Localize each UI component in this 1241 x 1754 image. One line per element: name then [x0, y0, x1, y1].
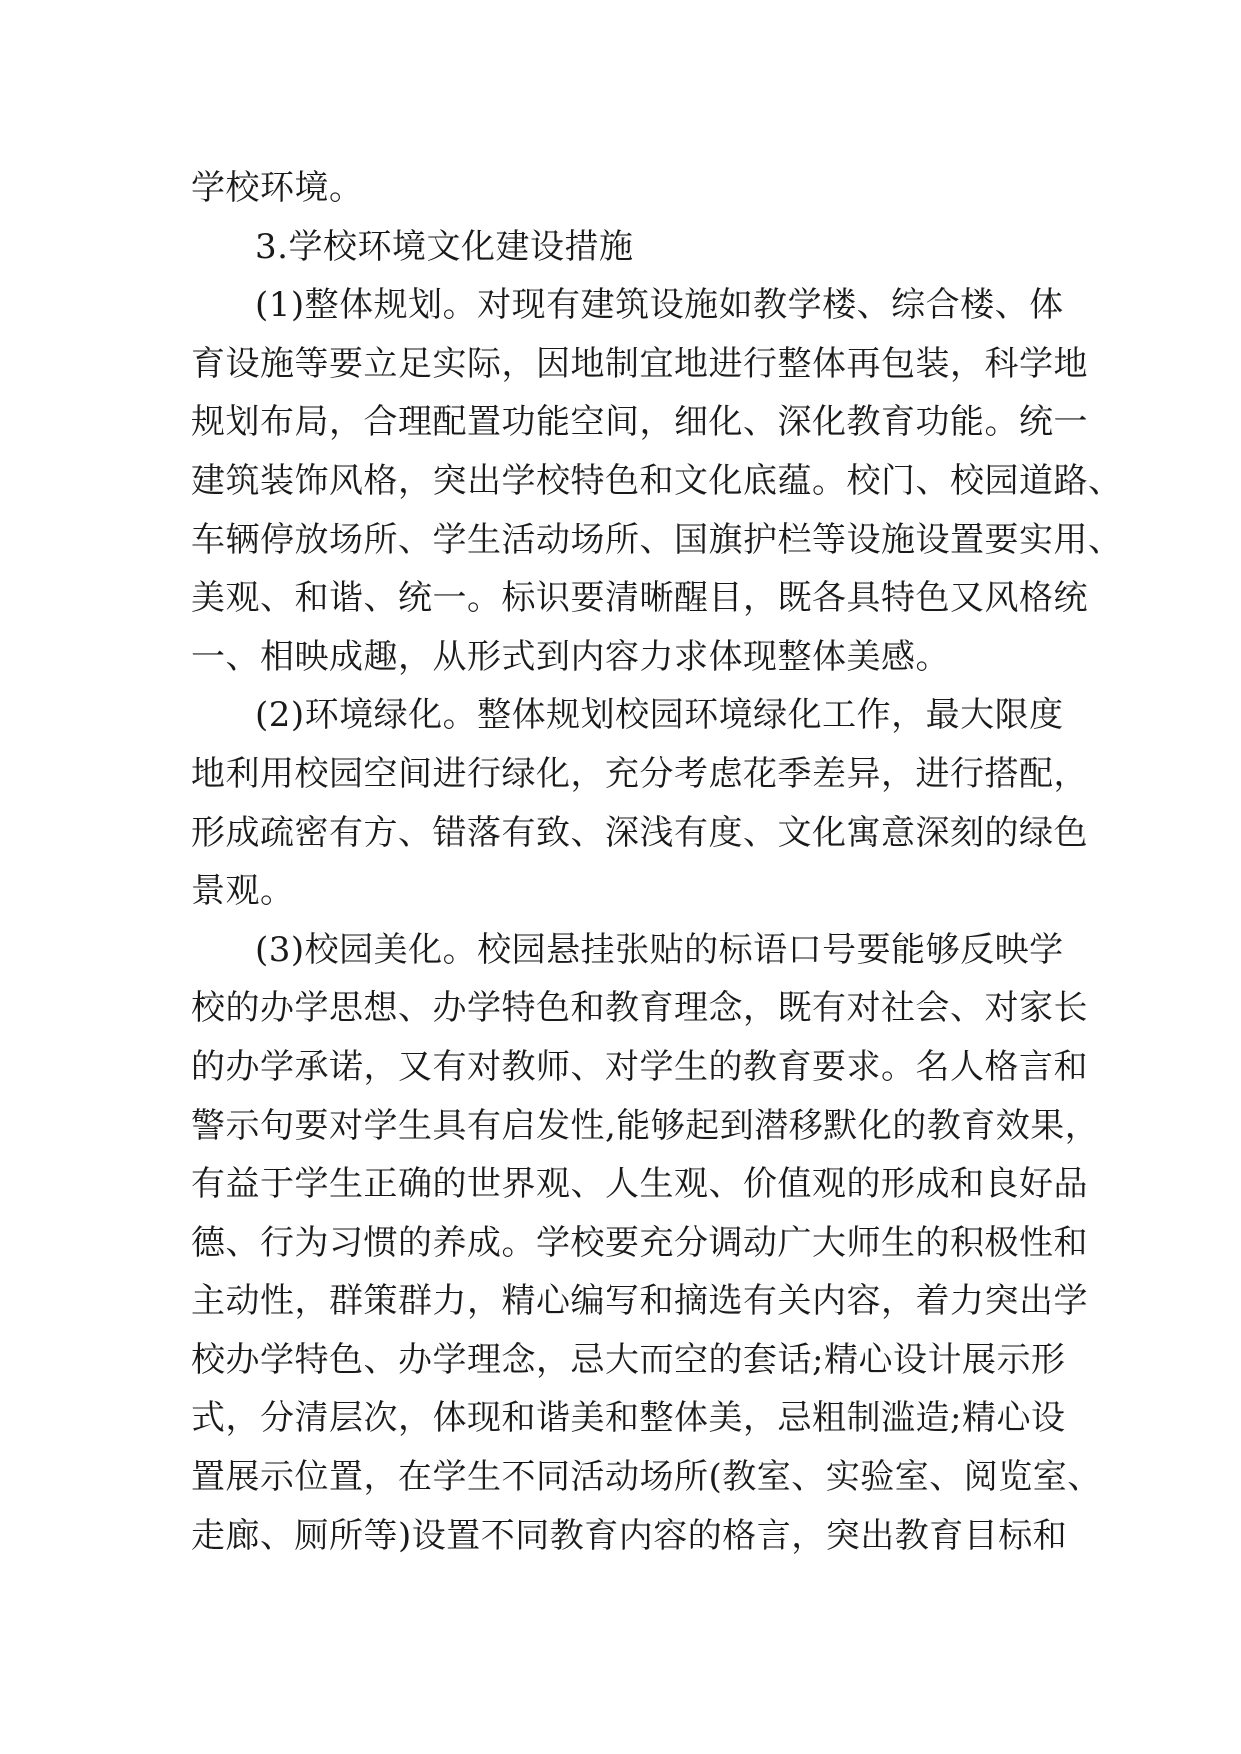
text-line: 校的办学思想、办学特色和教育理念，既有对社会、对家长 — [191, 988, 1088, 1029]
text-line: (3)校园美化。校园悬挂张贴的标语口号要能够反映学 — [255, 929, 1064, 970]
text-line: 德、行为习惯的养成。学校要充分调动广大师生的积极性和 — [191, 1222, 1088, 1263]
text-line: 校办学特色、办学理念，忌大而空的套话;精心设计展示形 — [191, 1339, 1066, 1380]
text-line: 置展示位置，在学生不同活动场所(教室、实验室、阅览室、 — [191, 1457, 1102, 1498]
section-heading: 3.学校环境文化建设措施 — [255, 226, 634, 267]
text-line: 警示句要对学生具有启发性,能够起到潜移默化的教育效果， — [191, 1105, 1100, 1146]
text-line: 形成疏密有方、错落有致、深浅有度、文化寓意深刻的绿色 — [191, 812, 1088, 853]
text-line: 式，分清层次，体现和谐美和整体美，忌粗制滥造;精心设 — [191, 1398, 1066, 1439]
text-line: 一、相映成趣，从形式到内容力求体现整体美感。 — [191, 636, 950, 677]
text-line: 学校环境。 — [191, 168, 364, 208]
text-line: 地利用校园空间进行绿化，充分考虑花季差异，进行搭配， — [191, 753, 1088, 794]
text-line: 的办学承诺，又有对教师、对学生的教育要求。名人格言和 — [191, 1046, 1088, 1087]
text-line: (1)整体规划。对现有建筑设施如教学楼、综合楼、体 — [255, 285, 1064, 326]
text-line: 有益于学生正确的世界观、人生观、价值观的形成和良好品 — [191, 1164, 1088, 1205]
text-line: 美观、和谐、统一。标识要清晰醒目，既各具特色又风格统 — [191, 578, 1088, 619]
text-line: 景观。 — [191, 871, 295, 912]
body-text — [191, 159, 1123, 1565]
text-line: 育设施等要立足实际，因地制宜地进行整体再包装，科学地 — [191, 343, 1088, 384]
text-line: 主动性，群策群力，精心编写和摘选有关内容，着力突出学 — [191, 1281, 1088, 1322]
text-line: 走廊、厕所等)设置不同教育内容的格言，突出教育目标和 — [191, 1515, 1068, 1556]
text-line: 建筑装饰风格，突出学校特色和文化底蕴。校门、校园道路、 — [191, 460, 1123, 501]
text-line: 规划布局，合理配置功能空间，细化、深化教育功能。统一 — [191, 402, 1088, 443]
text-line: 车辆停放场所、学生活动场所、国旗护栏等设施设置要实用、 — [191, 519, 1123, 560]
text-line: (2)环境绿化。整体规划校园环境绿化工作，最大限度 — [255, 695, 1064, 736]
